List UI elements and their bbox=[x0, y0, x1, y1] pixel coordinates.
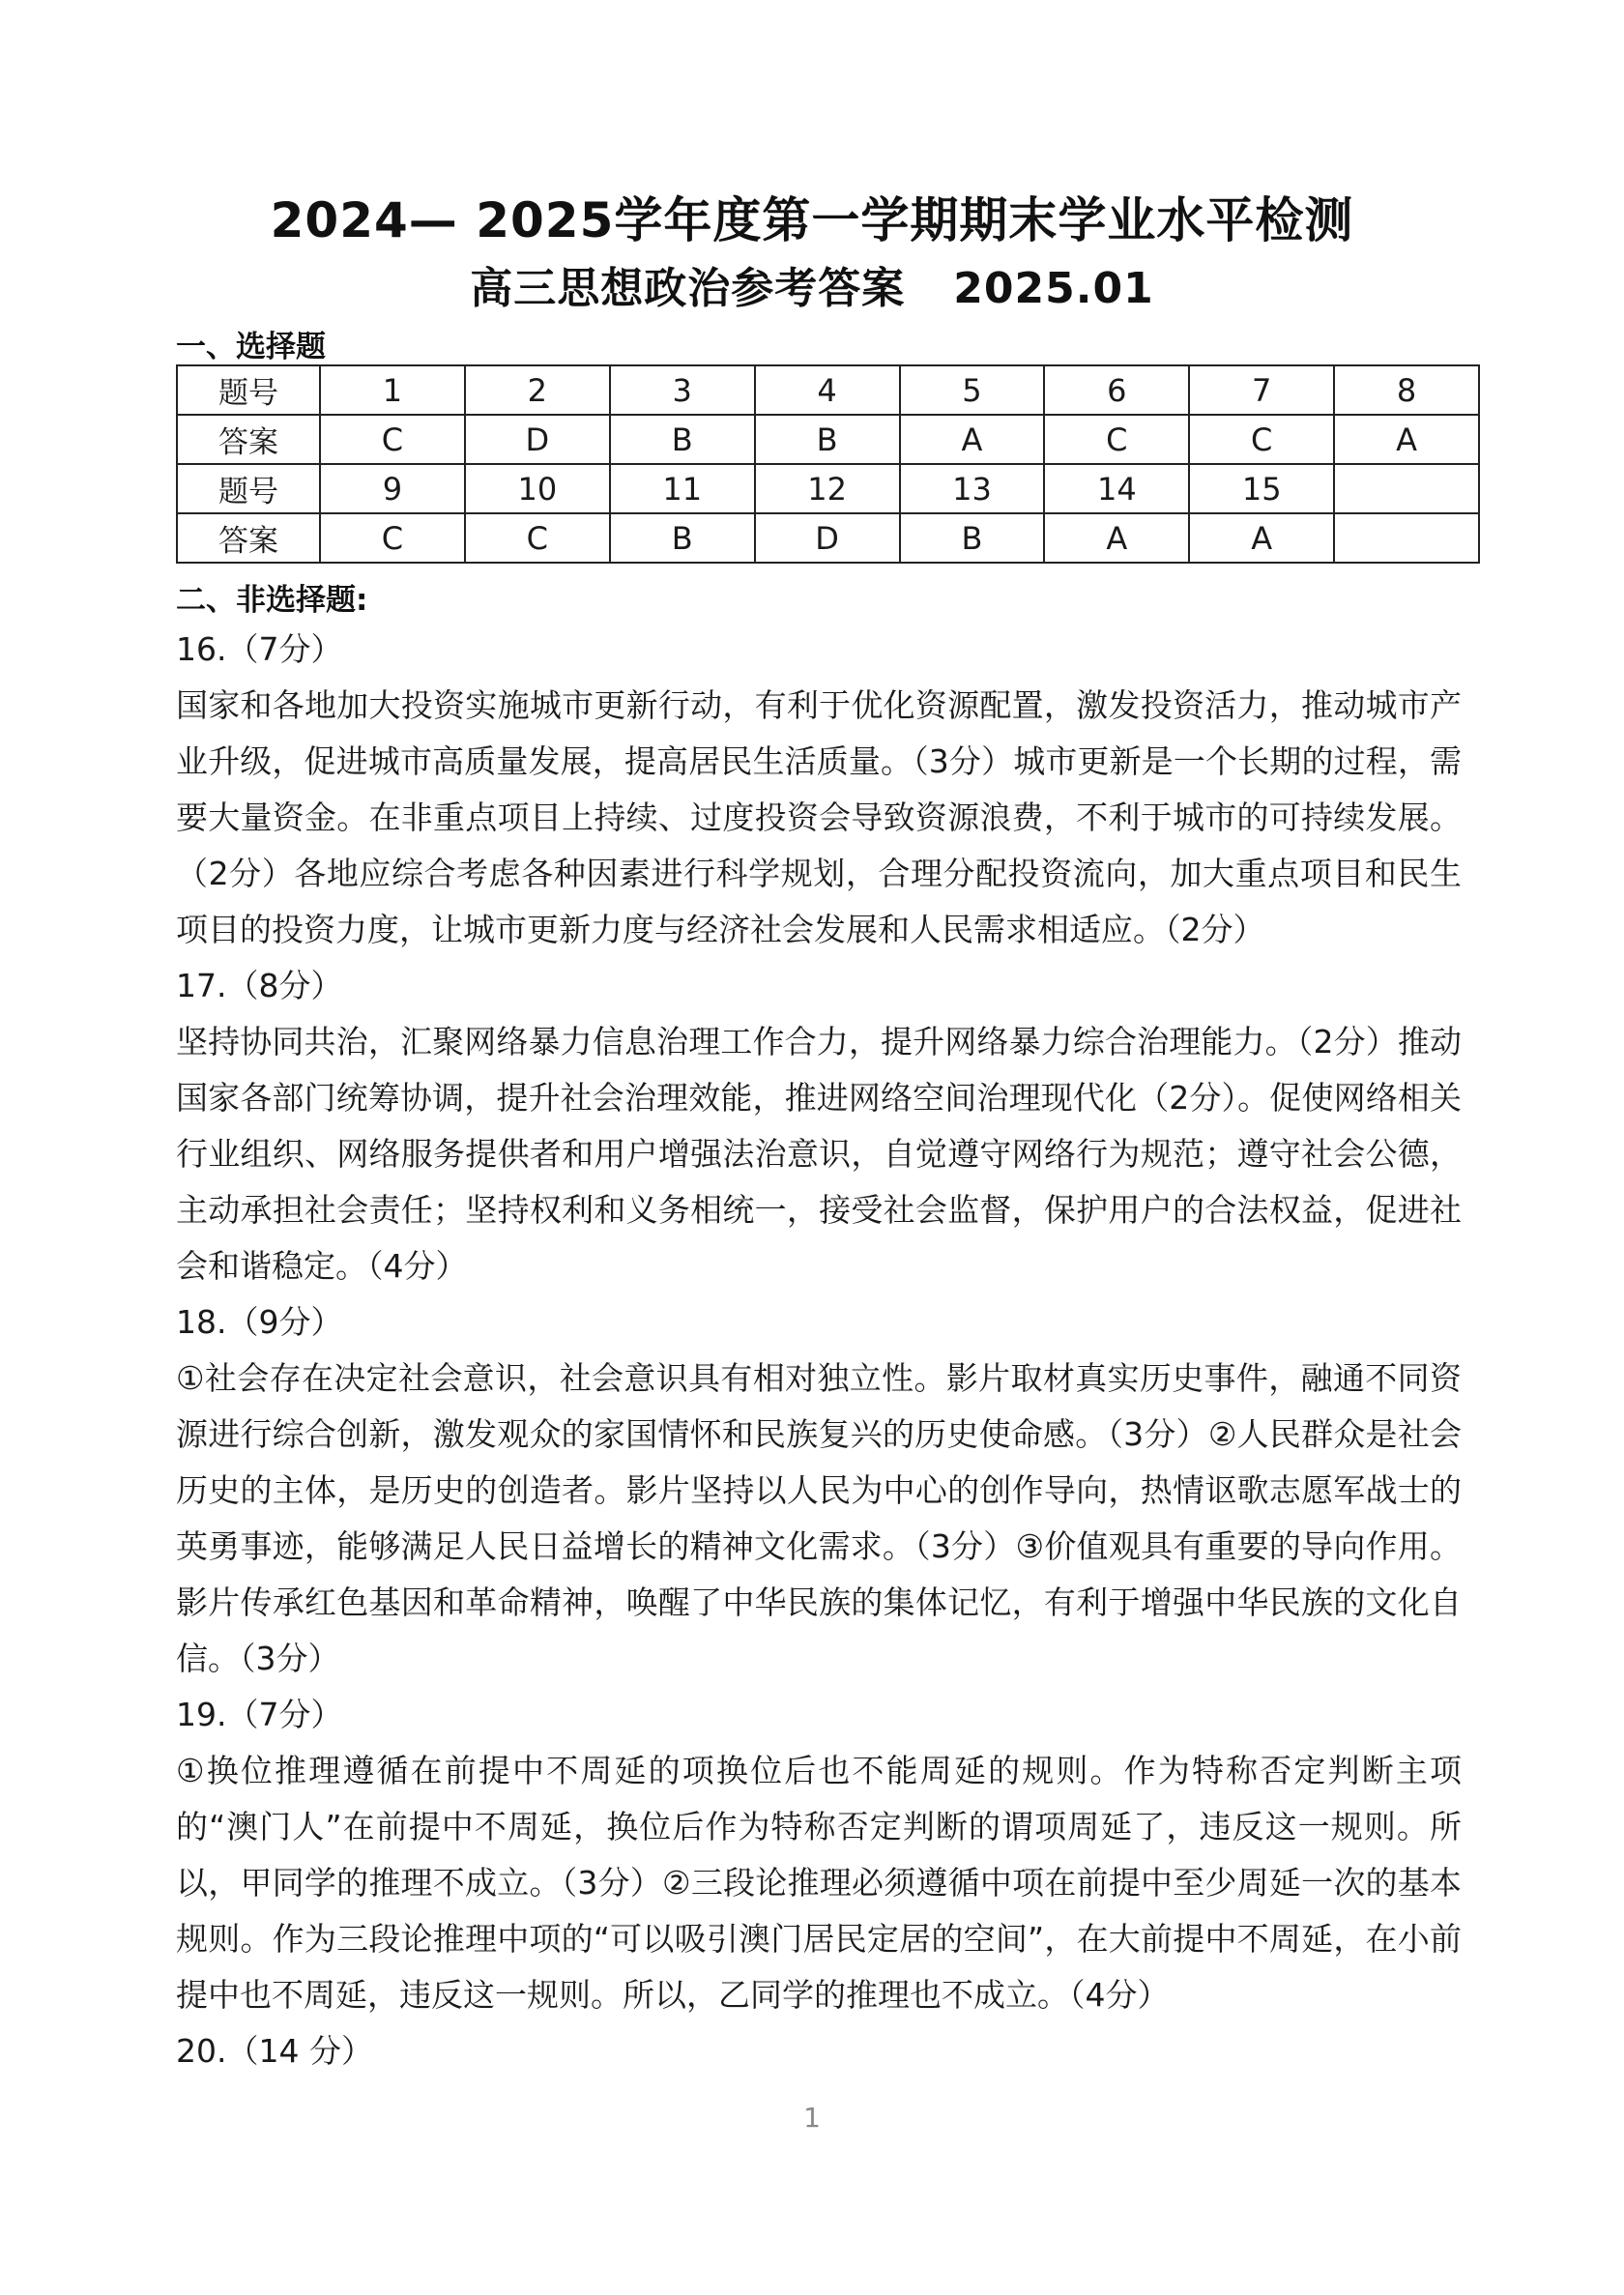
table-cell: B bbox=[610, 415, 755, 464]
row-label: 答案 bbox=[177, 513, 320, 563]
table-cell: A bbox=[900, 415, 1045, 464]
table-cell: C bbox=[1044, 415, 1189, 464]
answer-text-18: ①社会存在决定社会意识，社会意识具有相对独立性。影片取材真实历史事件，融通不同资源进行综合创新，激发观众的家国情怀和民族复兴的历史使命感。（3分）②人民群众是社会历史的主体，是历史的创造者。影片坚持以人民为中心的创作导向，热情讴歌志愿军战士的英勇事迹，能够满足人民日益增长的精神文化需求。（3分）③价值观具有重要的导向作用。影片传承红色基因和革命精神，唤醒了中华民族的集体记忆，有利于增强中华民族的文化自信。（3分） bbox=[176, 1359, 1462, 1677]
table-cell: D bbox=[755, 513, 900, 563]
table-cell: 5 bbox=[900, 365, 1045, 415]
row-label: 题号 bbox=[177, 464, 320, 513]
table-row bbox=[177, 513, 1479, 563]
table-row bbox=[177, 365, 1479, 415]
table-row bbox=[177, 415, 1479, 464]
table-cell: 14 bbox=[1044, 464, 1189, 513]
section-heading-nonchoice: 二、非选择题: bbox=[176, 583, 368, 618]
table-cell: 3 bbox=[610, 365, 755, 415]
question-label-18: 18.（9分） bbox=[176, 1303, 343, 1341]
table-cell: C bbox=[465, 513, 610, 563]
table-cell: 13 bbox=[900, 464, 1045, 513]
question-label-20: 20.（14 分） bbox=[176, 2032, 373, 2070]
table-cell: 8 bbox=[1334, 365, 1479, 415]
document-title: 2024— 2025学年度第一学期期末学业水平检测 bbox=[270, 192, 1354, 248]
row-label: 答案 bbox=[177, 415, 320, 464]
table-cell: A bbox=[1189, 513, 1334, 563]
table-cell: A bbox=[1334, 415, 1479, 464]
table-cell: C bbox=[320, 415, 465, 464]
question-label-16: 16.（7分） bbox=[176, 630, 343, 668]
answer-body bbox=[176, 622, 1462, 2079]
question-label-19: 19.（7分） bbox=[176, 1696, 343, 1733]
table-cell bbox=[1334, 464, 1479, 513]
table-cell: C bbox=[320, 513, 465, 563]
answer-text-17: 坚持协同共治，汇聚网络暴力信息治理工作合力，提升网络暴力综合治理能力。（2分）推动国家各部门统筹协调，提升社会治理效能，推进网络空间治理现代化（2分）。促使网络相关行业组织、网络服务提供者和用户增强法治意识，自觉遵守网络行为规范；遵守社会公德，主动承担社会责任；坚持权利和义务相统一，接受社会监督，保护用户的合法权益，促进社会和谐稳定。（4分） bbox=[176, 1023, 1462, 1285]
table-cell: C bbox=[1189, 415, 1334, 464]
table-cell: D bbox=[465, 415, 610, 464]
answer-text-19: ①换位推理遵循在前提中不周延的项换位后也不能周延的规则。作为特称否定判断主项的“澳门人”在前提中不周延，换位后作为特称否定判断的谓项周延了，违反这一规则。所以，甲同学的推理不成立。（3分）②三段论推理必须遵循中项在前提中至少周延一次的基本规则。作为三段论推理中项的“可以吸引澳门居民定居的空间”，在大前提中不周延，在小前提中也不周延，违反这一规则。所以，乙同学的推理也不成立。（4分） bbox=[176, 1752, 1462, 2014]
table-cell bbox=[1334, 513, 1479, 563]
row-label: 题号 bbox=[177, 365, 320, 415]
table-cell: 15 bbox=[1189, 464, 1334, 513]
table-cell: B bbox=[900, 513, 1045, 563]
table-cell: 12 bbox=[755, 464, 900, 513]
page-number: 1 bbox=[803, 2102, 821, 2134]
table-cell: B bbox=[610, 513, 755, 563]
table-cell: 4 bbox=[755, 365, 900, 415]
table-row bbox=[177, 464, 1479, 513]
answer-table bbox=[176, 364, 1480, 564]
document-date: 2025.01 bbox=[953, 264, 1154, 313]
answer-text-16: 国家和各地加大投资实施城市更新行动，有利于优化资源配置，激发投资活力，推动城市产业升级，促进城市高质量发展，提高居民生活质量。（3分）城市更新是一个长期的过程，需要大量资金。在非重点项目上持续、过度投资会导致资源浪费，不利于城市的可持续发展。（2分）各地应综合考虑各种因素进行科学规划，合理分配投资流向，加大重点项目和民生项目的投资力度，让城市更新力度与经济社会发展和人民需求相适应。（2分） bbox=[176, 686, 1462, 948]
table-cell: 6 bbox=[1044, 365, 1189, 415]
question-label-17: 17.（8分） bbox=[176, 967, 343, 1004]
table-cell: A bbox=[1044, 513, 1189, 563]
table-cell: 10 bbox=[465, 464, 610, 513]
table-cell: B bbox=[755, 415, 900, 464]
table-cell: 7 bbox=[1189, 365, 1334, 415]
document-subtitle bbox=[0, 253, 1624, 315]
table-cell: 2 bbox=[465, 365, 610, 415]
table-cell: 9 bbox=[320, 464, 465, 513]
subtitle-text: 高三思想政治参考答案 bbox=[470, 264, 906, 313]
section-heading-choice: 一、选择题 bbox=[176, 330, 326, 364]
table-cell: 1 bbox=[320, 365, 465, 415]
table-cell: 11 bbox=[610, 464, 755, 513]
